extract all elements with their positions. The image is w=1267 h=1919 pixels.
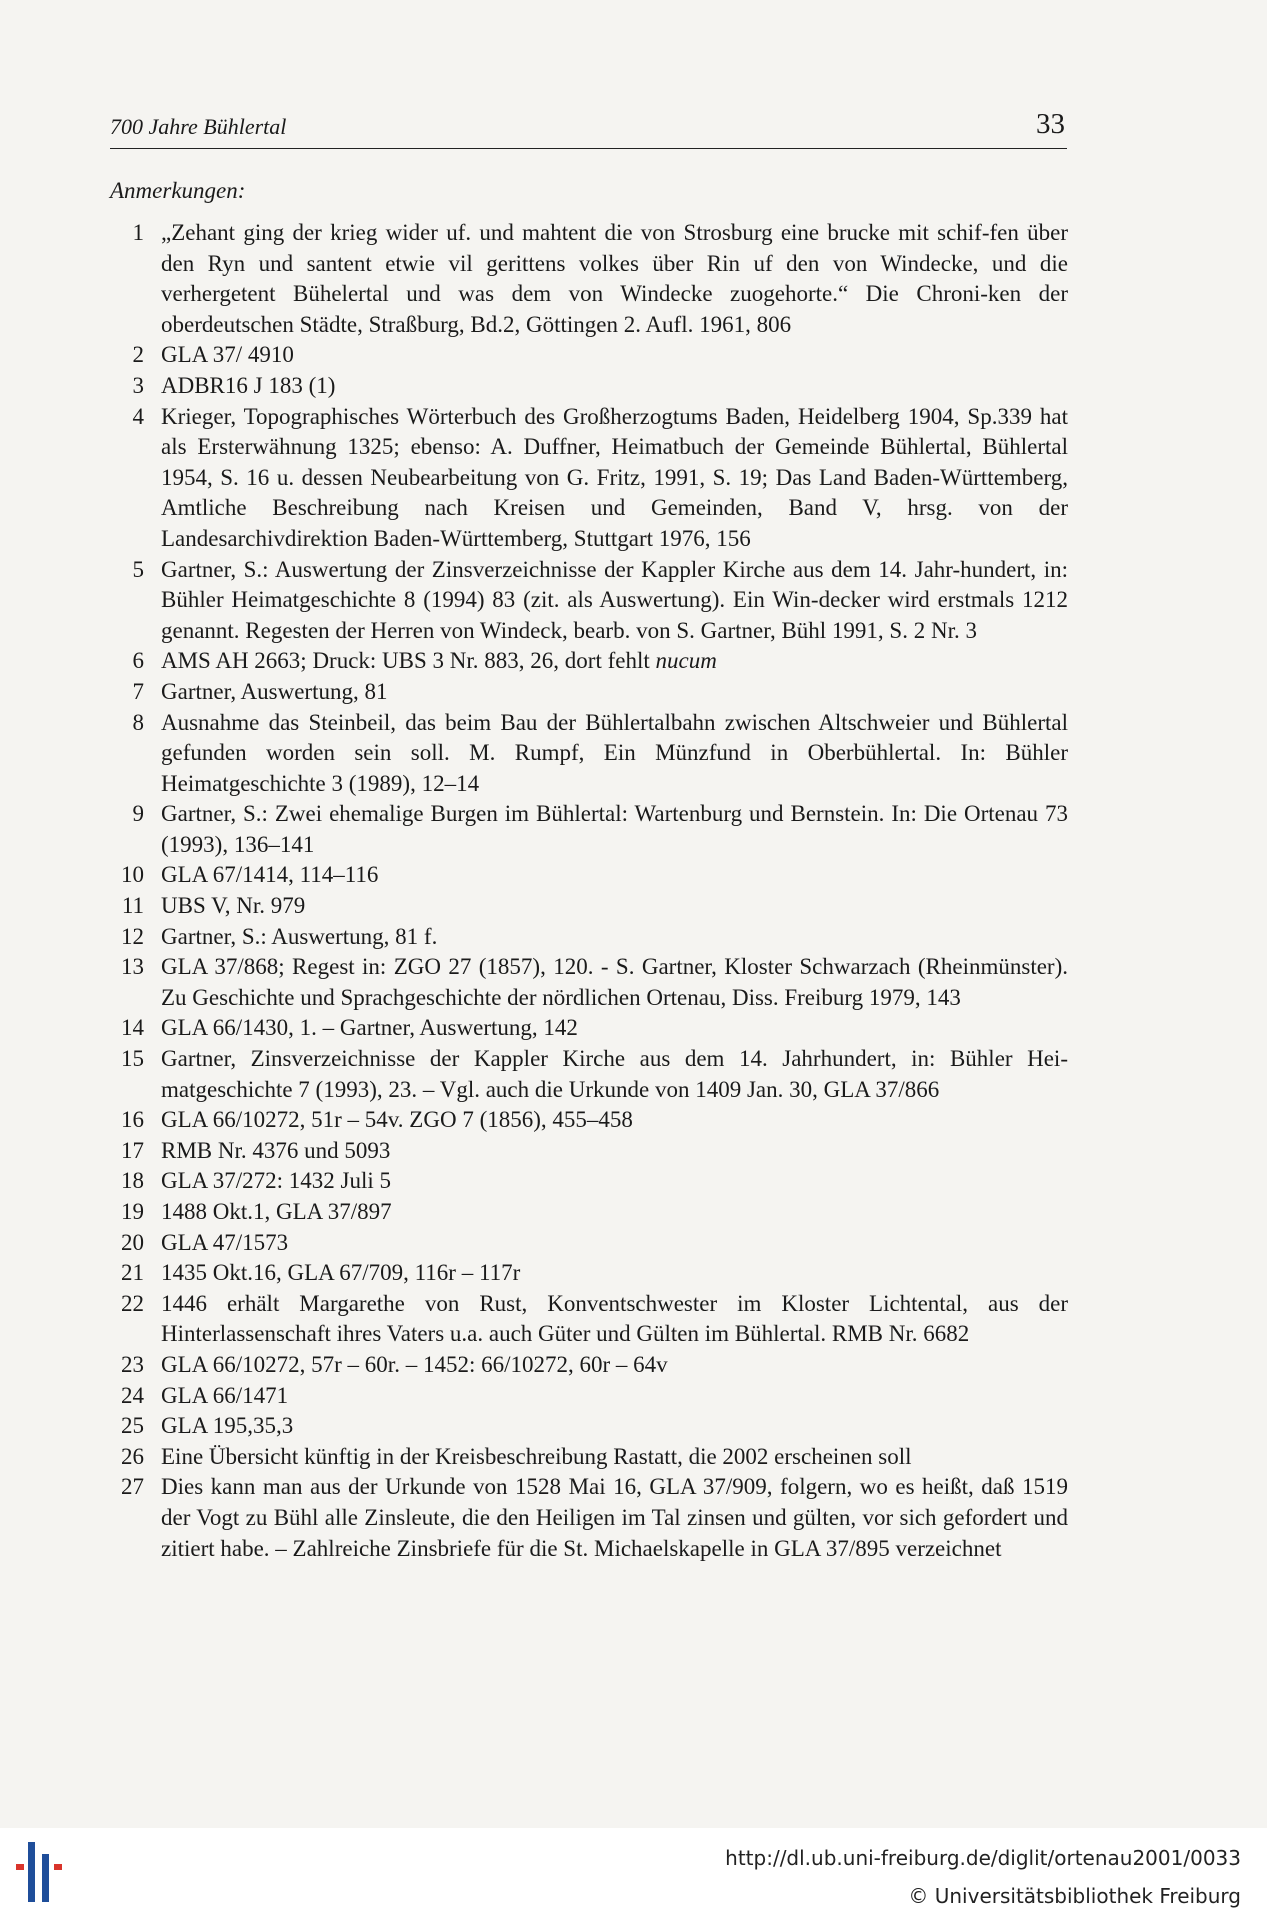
note-body: GLA 195,35,3 <box>161 1413 294 1439</box>
note-text <box>161 891 1068 922</box>
note-item <box>104 708 1068 800</box>
note-body: AMS AH 2663; Druck: UBS 3 Nr. 883, 26, dort fehlt <box>161 648 656 674</box>
running-title: 700 Jahre Bühlertal <box>110 114 287 139</box>
note-body: GLA 37/868; Regest in: ZGO 27 (1857), 120. - S. Gartner, Kloster Schwarzach (Rheinmünster). Zu Geschichte und Sprachgeschichte der nördlichen Ortenau, Diss. Freiburg 1979, 143 <box>161 954 1068 1010</box>
permalink-url[interactable]: http://dl.ub.uni-freiburg.de/diglit/ortenau2001/0033 <box>725 1846 1241 1870</box>
note-item <box>104 1411 1068 1442</box>
note-body: Gartner, Zinsverzeichnisse der Kappler Kirche aus dem 14. Jahrhundert, in: Bühler Hei-matgeschichte 7 (1993), 23. – Vgl. auch die Urkunde von 1409 Jan. 30, GLA 37/866 <box>161 1046 1068 1102</box>
note-item <box>104 891 1068 922</box>
note-italic-word: nucum <box>655 648 717 674</box>
note-number: 17 <box>121 1137 144 1163</box>
note-text <box>161 1289 1068 1350</box>
note-body: Krieger, Topographisches Wörterbuch des Großherzogtums Baden, Heidelberg 1904, Sp.339 hat als Ersterwähnung 1325; ebenso: A. Duffner, Heimatbuch der Gemeinde Bühlertal, Bühlertal 1954, S. 16 u. dessen Neubearbeitung von G. Fritz, 1991, S. 19; Das Land Baden-Württemberg, Amtliche Beschreibung nach Kreisen und Gemeinden, Band V, hrsg. von der Landesarchivdirektion Baden-Württemberg, Stuttgart 1976, 156 <box>161 403 1068 551</box>
note-text <box>161 1044 1068 1105</box>
note-number: 7 <box>132 678 144 704</box>
note-text <box>161 1442 1068 1473</box>
note-number: 11 <box>121 893 144 919</box>
note-item <box>104 1166 1068 1197</box>
viewer-footer <box>0 1828 1267 1919</box>
ub-freiburg-logo-icon <box>16 1842 68 1902</box>
note-number: 5 <box>132 556 144 582</box>
note-number: 16 <box>121 1107 144 1133</box>
note-number: 19 <box>121 1199 144 1224</box>
note-item <box>104 1197 1068 1228</box>
note-body: 1488 Okt.1, GLA 37/897 <box>161 1199 392 1224</box>
note-text <box>161 555 1068 647</box>
note-item <box>104 922 1068 953</box>
note-text <box>161 1166 1068 1197</box>
note-number: 15 <box>121 1046 144 1072</box>
note-body: Eine Übersicht künftig in der Kreisbeschreibung Rastatt, die 2002 erscheinen soll <box>161 1443 912 1469</box>
note-text <box>161 708 1068 800</box>
note-body: Gartner, Auswertung, 81 <box>161 678 388 704</box>
note-number: 21 <box>121 1260 144 1286</box>
note-number: 20 <box>121 1229 144 1255</box>
note-body: GLA 47/1573 <box>161 1229 289 1255</box>
note-item <box>104 952 1068 1013</box>
note-text <box>161 1350 1068 1381</box>
note-text <box>161 402 1068 555</box>
note-number: 13 <box>121 954 144 980</box>
note-item <box>104 1105 1068 1136</box>
note-body: GLA 66/1471 <box>161 1382 289 1408</box>
note-body: Gartner, S.: Auswertung, 81 f. <box>161 923 438 949</box>
note-number: 14 <box>121 1015 144 1041</box>
note-item <box>104 1044 1068 1105</box>
page-number: 33 <box>1036 108 1065 140</box>
note-item <box>104 1472 1068 1564</box>
note-text <box>161 340 1068 371</box>
note-text <box>161 1105 1068 1136</box>
note-body: GLA 67/1414, 114–116 <box>161 862 379 888</box>
note-number: 22 <box>121 1290 144 1316</box>
note-number: 25 <box>121 1413 144 1439</box>
note-text <box>161 677 1068 708</box>
notes-list <box>104 218 1068 1564</box>
note-item <box>104 218 1068 340</box>
note-text <box>161 1381 1068 1412</box>
note-text <box>161 922 1068 953</box>
note-number: 18 <box>121 1168 144 1194</box>
note-number: 10 <box>121 862 144 888</box>
copyright-notice: © Universitätsbibliothek Freiburg <box>908 1884 1241 1908</box>
note-body: GLA 66/10272, 57r – 60r. – 1452: 66/10272, 60r – 64v <box>161 1351 668 1377</box>
note-item <box>104 1136 1068 1167</box>
note-item <box>104 860 1068 891</box>
notes-heading: Anmerkungen: <box>110 178 246 203</box>
page-header <box>110 108 1067 149</box>
note-item <box>104 1381 1068 1412</box>
note-body: Dies kann man aus der Urkunde von 1528 Mai 16, GLA 37/909, folgern, wo es heißt, daß 1519 der Vogt zu Bühl alle Zinsleute, die den Heiligen im Tal zinsen und gülten, vor sich gefordert und zitiert habe. – Zahlreiche Zinsbriefe für die St. Michaelskapelle in GLA 37/895 verzeichnet <box>161 1474 1068 1561</box>
note-body: Ausnahme das Steinbeil, das beim Bau der Bühlertalbahn zwischen Altschweier und Bühlertal gefunden worden sein soll. M. Rumpf, Ein Münzfund in Oberbühlertal. In: Bühler Heimatgeschichte 3 (1989), 12–14 <box>161 709 1068 796</box>
note-item <box>104 1289 1068 1350</box>
note-number: 8 <box>132 709 144 735</box>
note-body: RMB Nr. 4376 und 5093 <box>161 1137 391 1163</box>
note-item <box>104 555 1068 647</box>
note-text <box>161 646 1068 677</box>
note-text <box>161 218 1068 340</box>
note-item <box>104 1442 1068 1473</box>
note-text <box>161 860 1068 891</box>
note-number: 23 <box>121 1351 144 1377</box>
note-body: GLA 37/ 4910 <box>161 342 294 368</box>
note-text <box>161 952 1068 1013</box>
note-item <box>104 402 1068 555</box>
note-item <box>104 371 1068 402</box>
note-number: 26 <box>121 1443 144 1469</box>
note-body: GLA 37/272: 1432 Juli 5 <box>161 1168 392 1194</box>
note-text <box>161 1136 1068 1167</box>
note-number: 3 <box>132 372 144 398</box>
note-number: 2 <box>132 342 144 368</box>
note-body: ADBR16 J 183 (1) <box>161 372 336 398</box>
note-body: 1446 erhält Margarethe von Rust, Konventschwester im Kloster Lichtental, aus der Hinterlassenschaft ihres Vaters u.a. auch Güter und Gülten im Bühlertal. RMB Nr. 6682 <box>161 1290 1068 1347</box>
note-item <box>104 1228 1068 1259</box>
note-body: 1435 Okt.16, GLA 67/709, 116r – 117r <box>161 1260 521 1286</box>
note-body: Gartner, S.: Auswertung der Zinsverzeichnisse der Kappler Kirche aus dem 14. Jahr-hundert, in: Bühler Heimatgeschichte 8 (1994) 83 (zit. als Auswertung). Ein Win-decker wird erstmals 1212 genannt. Regesten der Herren von Windeck, bearb. von S. Gartner, Bühl 1991, S. 2 Nr. 3 <box>161 556 1068 643</box>
note-body: GLA 66/1430, 1. – Gartner, Auswertung, 142 <box>161 1015 578 1041</box>
note-number: 27 <box>121 1474 144 1500</box>
note-item <box>104 1350 1068 1381</box>
note-body: UBS V, Nr. 979 <box>161 893 306 919</box>
note-item <box>104 340 1068 371</box>
note-item <box>104 799 1068 860</box>
note-item <box>104 677 1068 708</box>
note-item <box>104 1013 1068 1044</box>
note-text <box>161 371 1068 402</box>
note-item <box>104 646 1068 677</box>
note-number: 1 <box>132 220 144 245</box>
note-text <box>161 1197 1068 1228</box>
note-text <box>161 1472 1068 1564</box>
note-text <box>161 1013 1068 1044</box>
note-text <box>161 799 1068 860</box>
note-body: Gartner, S.: Zwei ehemalige Burgen im Bühlertal: Wartenburg und Bernstein. In: Die Ortenau 73 (1993), 136–141 <box>161 801 1068 857</box>
note-number: 6 <box>132 648 144 674</box>
note-number: 4 <box>132 403 144 429</box>
note-text <box>161 1411 1068 1442</box>
note-body: GLA 66/10272, 51r – 54v. ZGO 7 (1856), 455–458 <box>161 1107 633 1133</box>
note-item <box>104 1258 1068 1289</box>
note-text <box>161 1228 1068 1259</box>
note-body: „Zehant ging der krieg wider uf. und mahtent die von Strosburg eine brucke mit schif-fen über den Ryn und santent etwie vil gerittens volkes über Rin uf den von Windecke, und die verhergetent Bühelertal und was dem von Windecke zuogehorte.“ Die Chroni-ken der oberdeutschen Städte, Straßburg, Bd.2, Göttingen 2. Aufl. 1961, 806 <box>161 220 1068 337</box>
note-number: 24 <box>121 1382 144 1408</box>
note-text <box>161 1258 1068 1289</box>
note-number: 12 <box>121 923 144 949</box>
note-number: 9 <box>132 801 144 827</box>
